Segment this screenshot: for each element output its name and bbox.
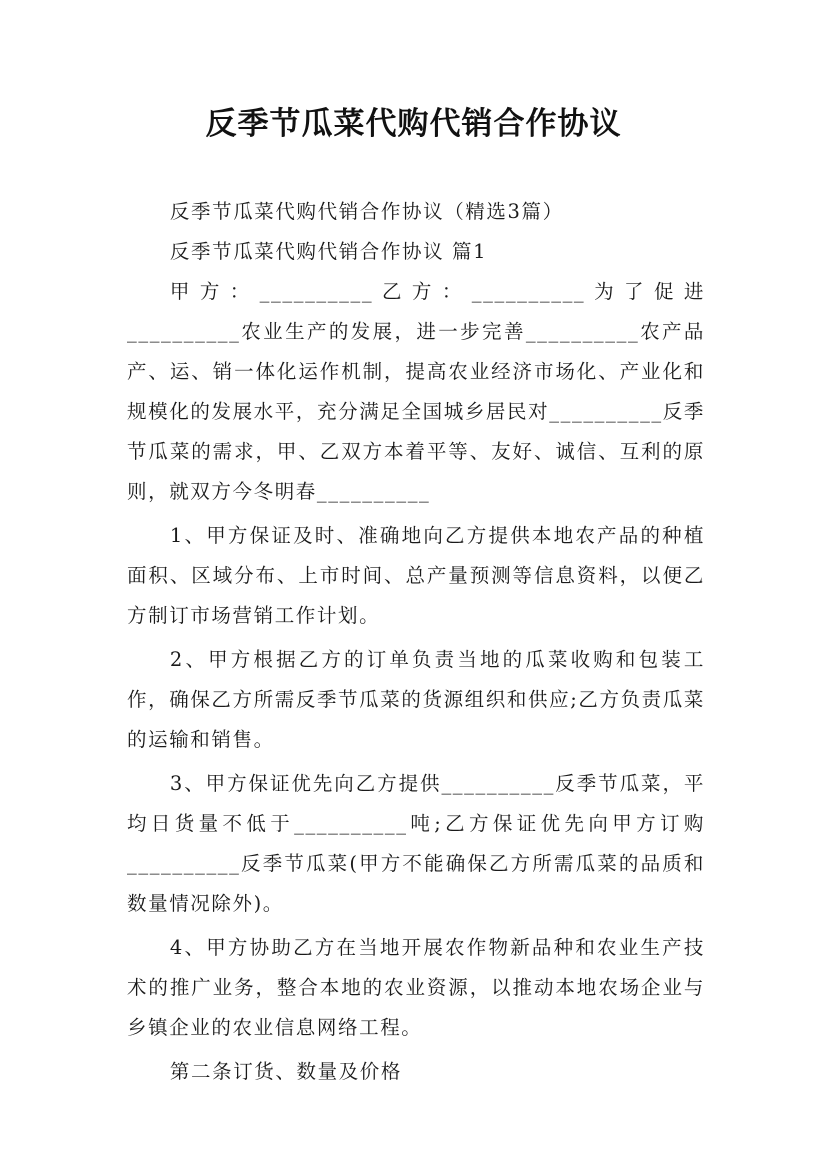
paragraph-section-2: 第二条订货、数量及价格 xyxy=(169,1060,402,1083)
paragraph-clause-2: 2、甲方根据乙方的订单负责当地的瓜菜收购和包装工作，确保乙方所需反季节瓜菜的货源组织和供应;乙方负责瓜菜的运输和销售。 xyxy=(127,648,705,751)
paragraph-heading: 反季节瓜菜代购代销合作协议 篇1 xyxy=(169,240,488,263)
document-body xyxy=(127,192,705,1092)
paragraph-clause-4: 4、甲方协助乙方在当地开展农作物新品种和农业生产技术的推广业务，整合本地的农业资源，以推动本地农场企业与乡镇企业的农业信息网络工程。 xyxy=(127,936,705,1039)
paragraph-clause-1: 1、甲方保证及时、准确地向乙方提供本地农产品的种植面积、区域分布、上市时间、总产量预测等信息资料，以便乙方制订市场营销工作计划。 xyxy=(127,524,705,627)
paragraph-clause-3: 3、甲方保证优先向乙方提供__________反季节瓜菜，平均日货量不低于__________吨;乙方保证优先向甲方订购__________反季节瓜菜(甲方不能确保乙方所需瓜菜的品质和数量情况除外)。 xyxy=(127,772,705,915)
paragraph-subtitle: 反季节瓜菜代购代销合作协议（精选3篇） xyxy=(169,200,564,223)
paragraph-preamble: 甲方：__________乙方：__________为了促进__________农业生产的发展，进一步完善__________农产品产、运、销一体化运作机制，提高农业经济市场化、产业化和规模化的发展水平，充分满足全国城乡居民对__________反季节瓜菜的需求，甲、乙双方本着平等、友好、诚信、互利的原则，就双方今冬明春__________ xyxy=(127,280,705,503)
document-title: 反季节瓜菜代购代销合作协议 xyxy=(205,106,622,142)
